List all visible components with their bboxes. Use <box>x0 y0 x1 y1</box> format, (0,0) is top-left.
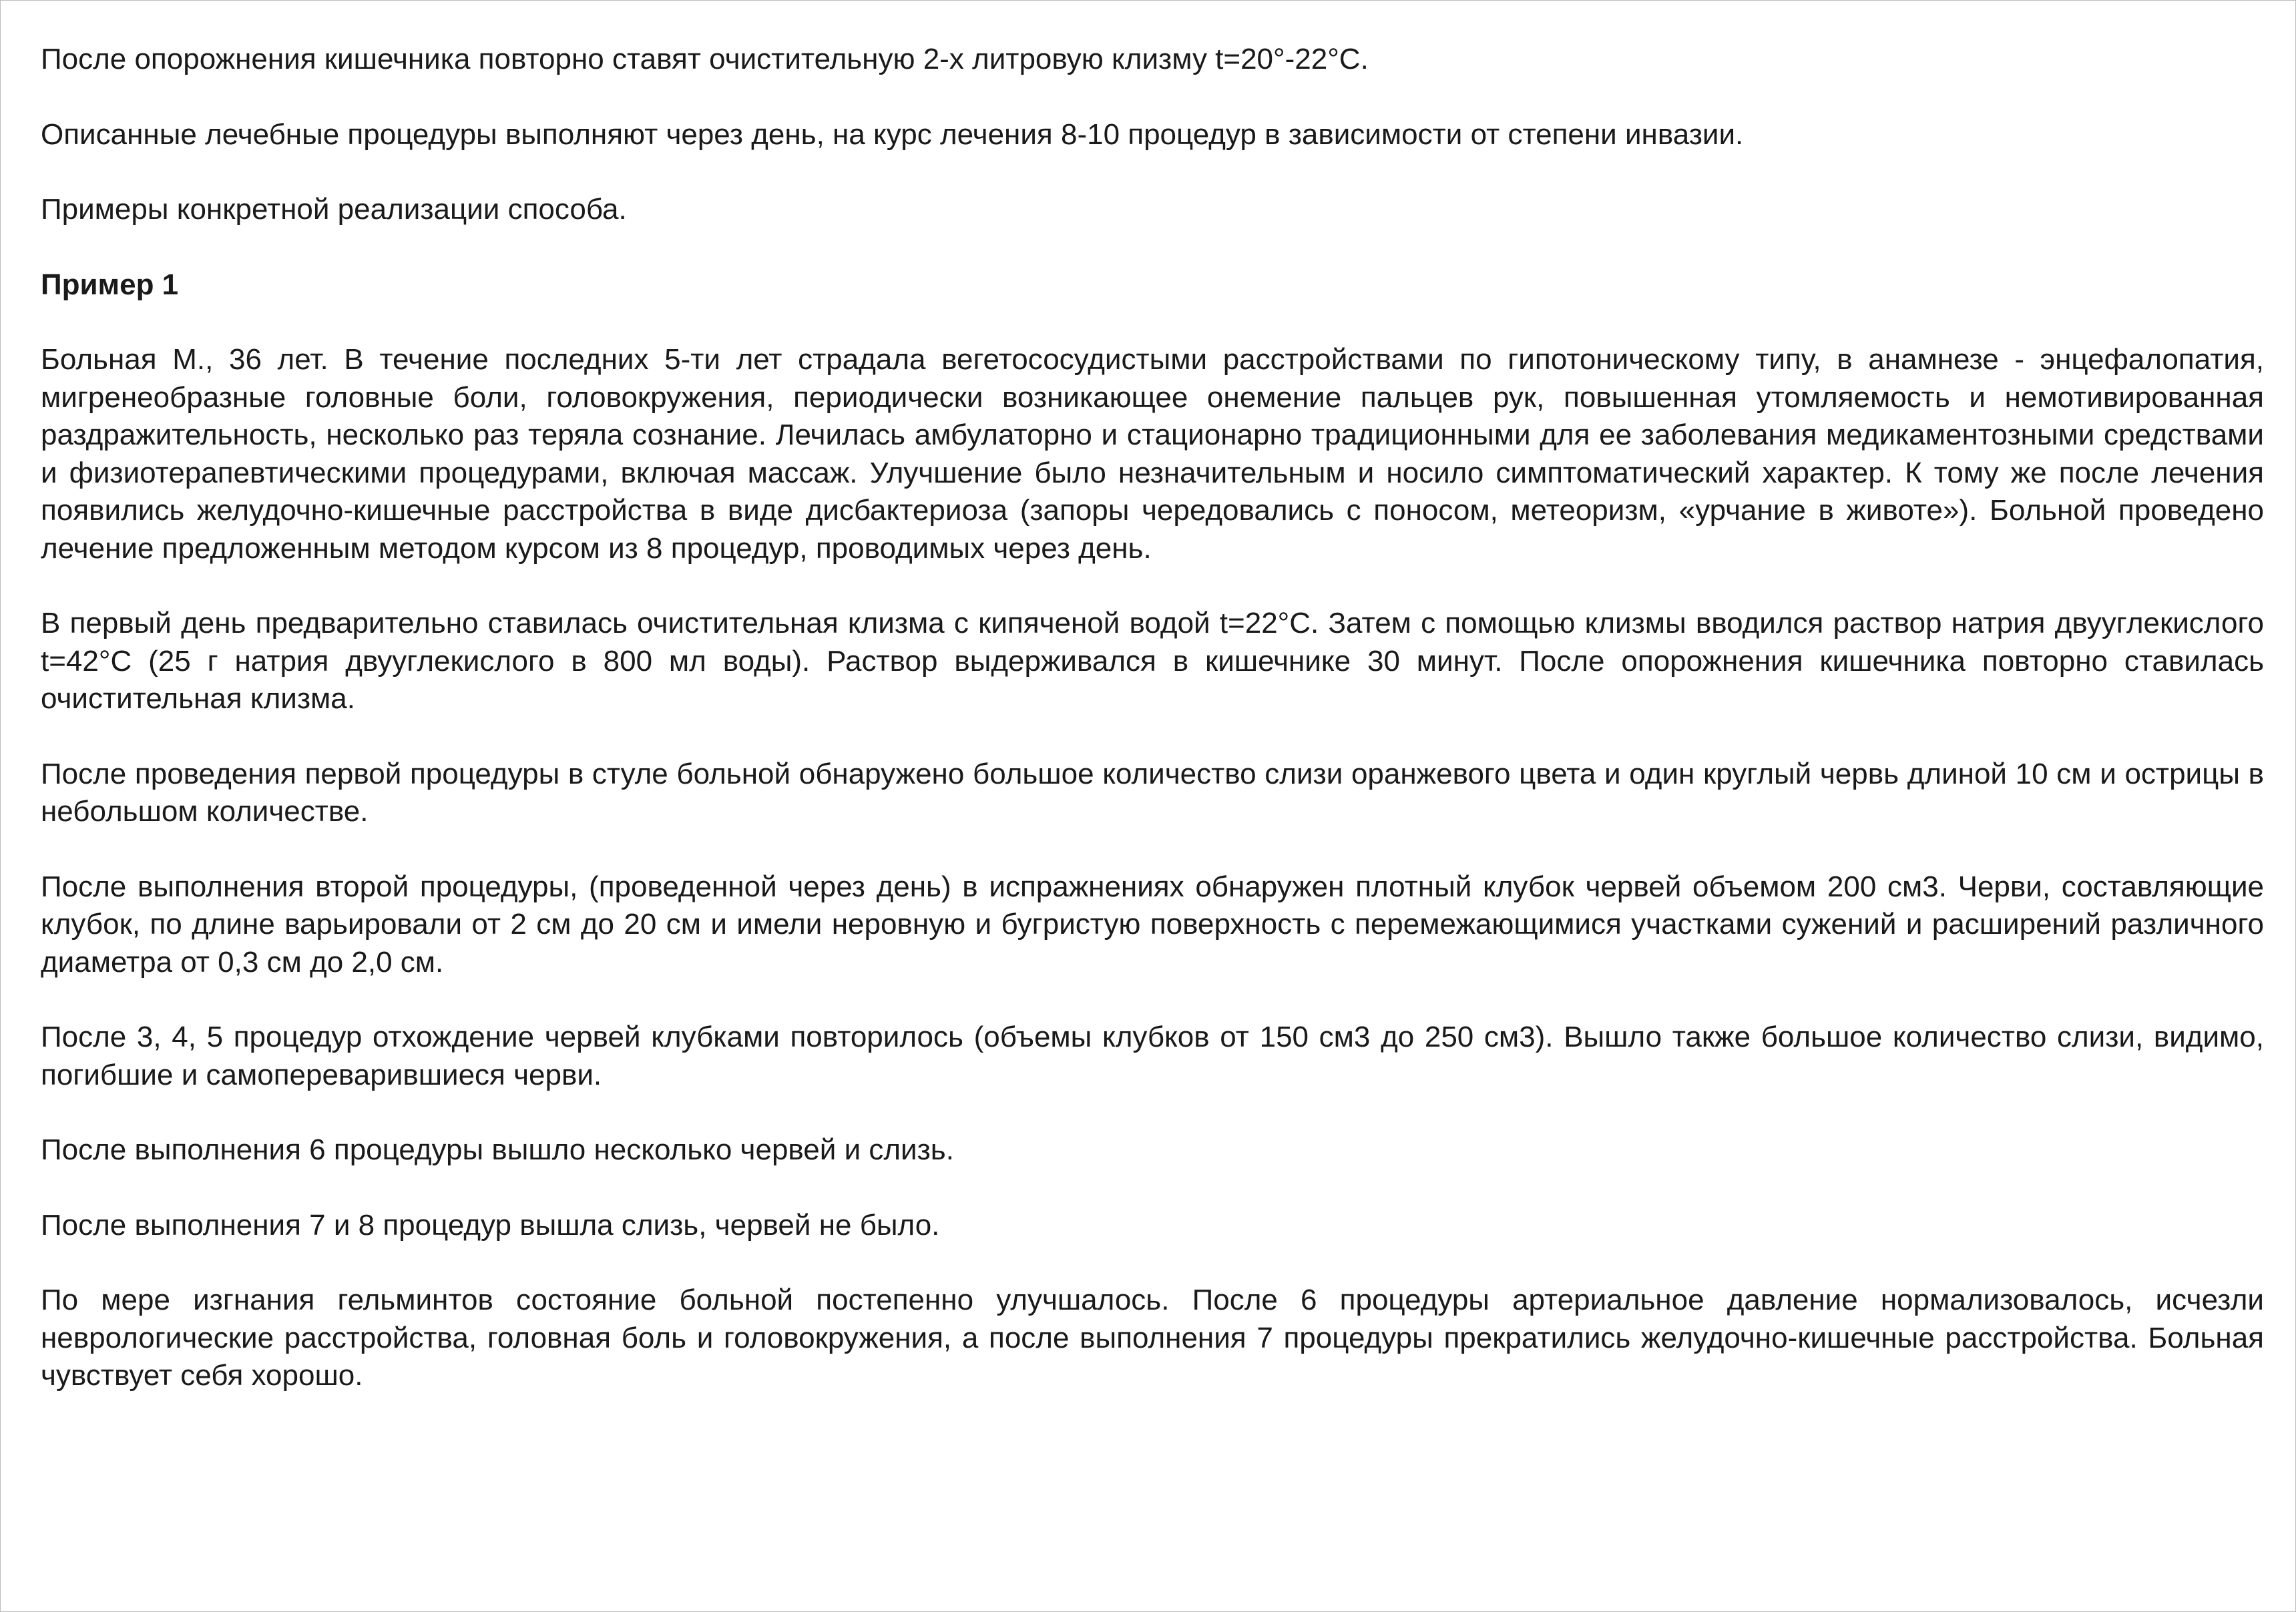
example-heading: Пример 1 <box>41 268 179 301</box>
paragraph-outcome: По мере изгнания гельминтов состояние больной постепенно улучшалось. После 6 процедуры артериальное давление нормализовалось, исчезли неврологические расстройства, головная боль и головокружения, а после выполнения 7 процедуры прекратились желудочно-кишечные расстройства. Больная чувствует себя хорошо. <box>41 1284 2264 1392</box>
paragraph-examples-intro: Примеры конкретной реализации способа. <box>41 193 627 226</box>
paragraph-procedures-3-5-result: После 3, 4, 5 процедур отхождение червей клубками повторилось (объемы клубков от 150 см3 до 250 см3). Вышло также большое количество слизи, видимо, погибшие и самопереварившиеся черви. <box>41 1021 2264 1091</box>
paragraph-repeat-enema: После опорожнения кишечника повторно ставят очистительную 2-х литровую клизму t=20°-22°С. <box>41 43 1369 75</box>
paragraph-first-day: В первый день предварительно ставилась очистительная клизма с кипяченой водой t=22°С. Затем с помощью клизмы вводился раствор натрия двууглекислого t=42°С (25 г натрия двууглекислого в 800 мл воды). Раствор выдерживался в кишечнике 30 минут. После опорожнения кишечника повторно ставилась очистительная клизма. <box>41 607 2264 715</box>
paragraph-second-procedure-result: После выполнения второй процедуры, (проведенной через день) в испражнениях обнаружен плотный клубок червей объемом 200 см3. Черви, составляющие клубок, по длине варьировали от 2 см до 20 см и имели неровную и бугристую поверхность с перемежающимися участками сужений и расширений различного диаметра от 0,3 см до 2,0 см. <box>41 870 2264 979</box>
paragraph-course-of-treatment: Описанные лечебные процедуры выполняют через день, на курс лечения 8-10 процедур в зависимости от степени инвазии. <box>41 117 1744 151</box>
document-body <box>41 41 2264 1432</box>
paragraph-patient-history: Больная М., 36 лет. В течение последних 5-ти лет страдала вегетососудистыми расстройствами по гипотоническому типу, в анамнезе - энцефалопатия, мигренеобразные головные боли, головокружения, периодически возникающее онемение пальцев рук, повышенная утомляемость и немотивированная раздражительность, несколько раз теряла сознание. Лечилась амбулаторно и стационарно традиционными для ее заболевания медикаментозными средствами и физиотерапевтическими процедурами, включая массаж. Улучшение было незначительным и носило симптоматический характер. К тому же после лечения появились желудочно-кишечные расстройства в виде дисбактериоза (запоры чередовались с поносом, метеоризм, «урчание в животе»). Больной проведено лечение предложенным методом курсом из 8 процедур, проводимых через день. <box>41 343 2264 565</box>
paragraph-first-procedure-result: После проведения первой процедуры в стуле больной обнаружено большое количество слизи оранжевого цвета и один круглый червь длиной 10 см и острицы в небольшом количестве. <box>41 757 2264 828</box>
paragraph-procedures-7-8-result: После выполнения 7 и 8 процедур вышла слизь, червей не было. <box>41 1208 940 1242</box>
paragraph-procedure-6-result: После выполнения 6 процедуры вышло несколько червей и слизь. <box>41 1133 954 1166</box>
